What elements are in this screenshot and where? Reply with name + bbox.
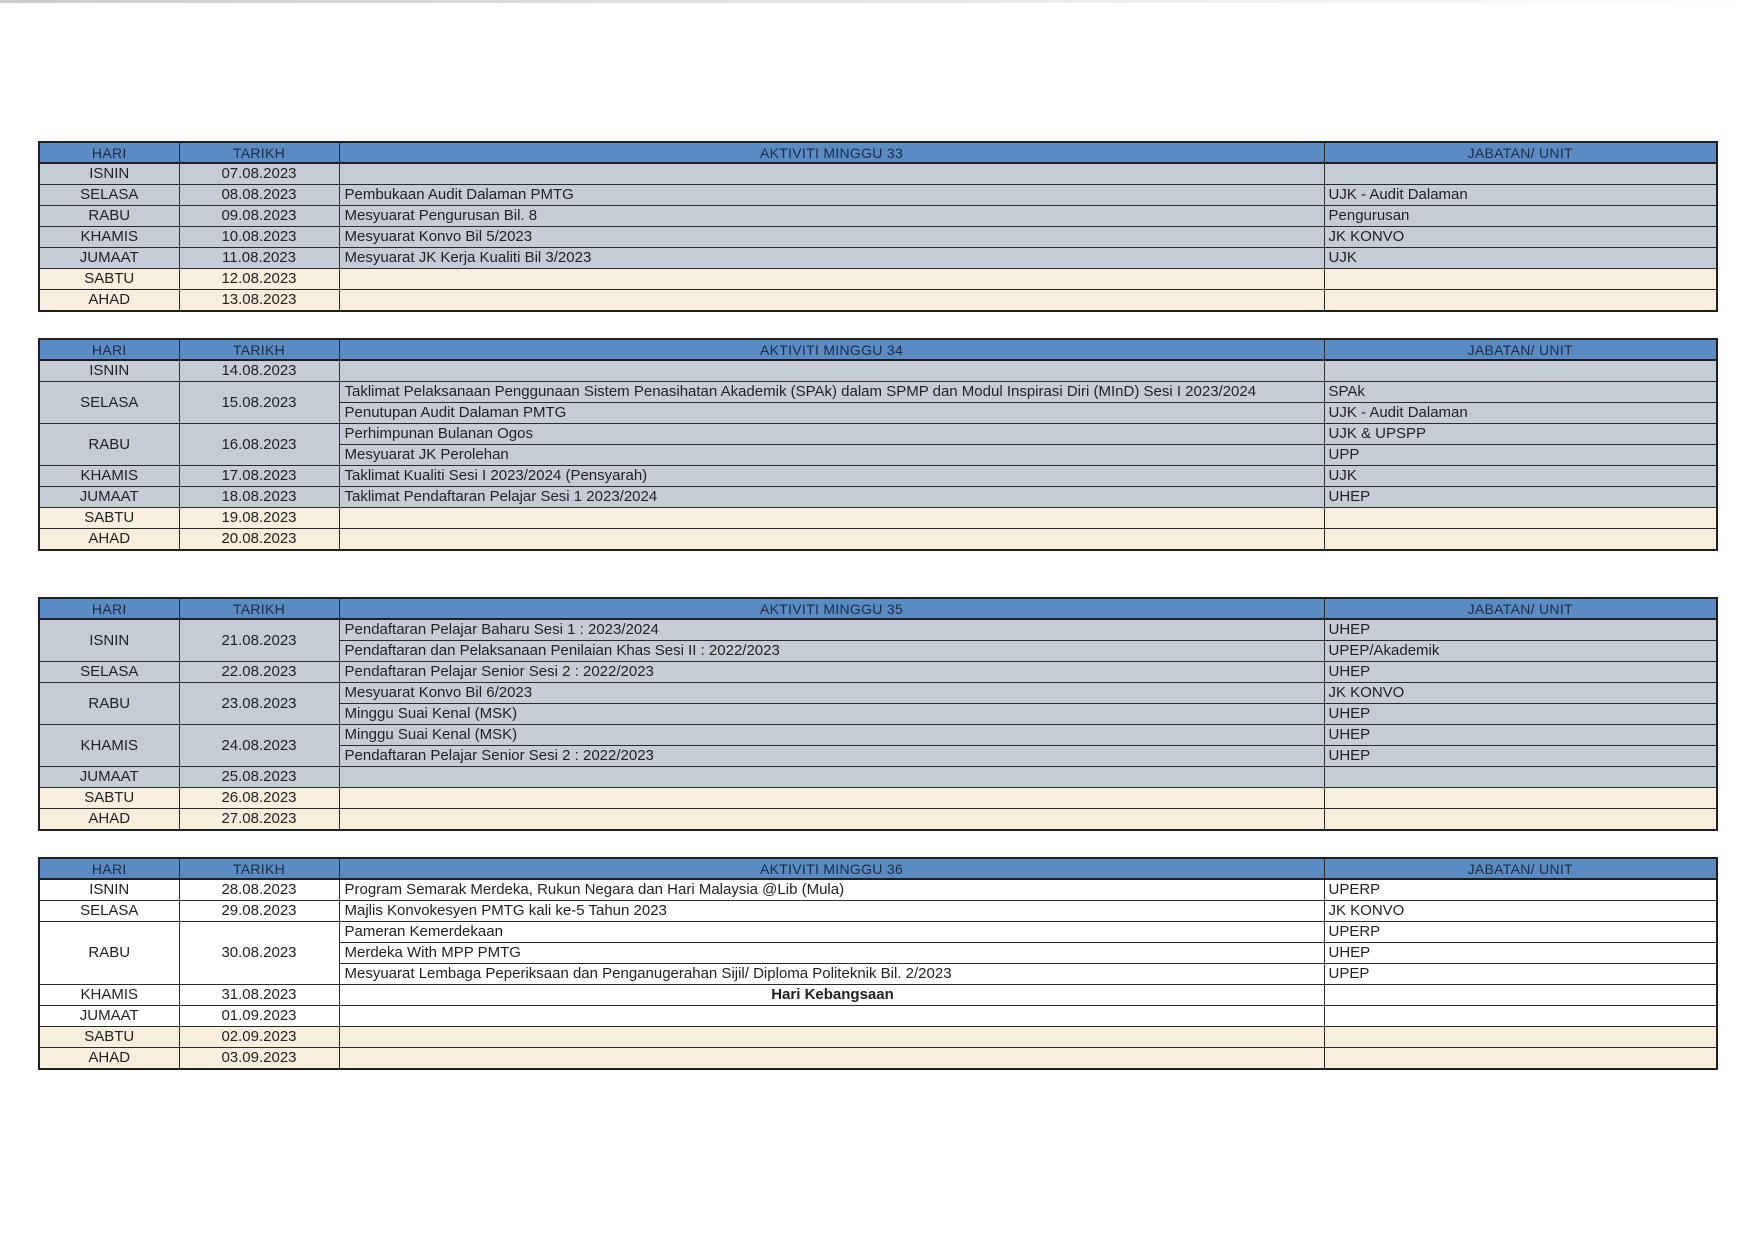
unit-cell: UHEP (1324, 725, 1717, 746)
activity-cell: Mesyuarat Pengurusan Bil. 8 (339, 206, 1324, 227)
day-cell: JUMAAT (39, 248, 179, 269)
header-aktiviti: AKTIVITI MINGGU 33 (339, 142, 1324, 163)
header-hari: HARI (39, 142, 179, 163)
date-cell: 18.08.2023 (179, 487, 339, 508)
date-cell: 17.08.2023 (179, 466, 339, 487)
table-row (39, 227, 1717, 248)
activity-cell (339, 290, 1324, 312)
unit-cell: UPEP (1324, 964, 1717, 985)
date-cell: 25.08.2023 (179, 767, 339, 788)
date-cell: 21.08.2023 (179, 619, 339, 662)
date-cell: 10.08.2023 (179, 227, 339, 248)
table-row (39, 269, 1717, 290)
activity-cell: Pendaftaran Pelajar Senior Sesi 2 : 2022/2023 (339, 746, 1324, 767)
date-cell: 13.08.2023 (179, 290, 339, 312)
activity-cell: Taklimat Pelaksanaan Penggunaan Sistem Penasihatan Akademik (SPAk) dalam SPMP dan Modul Inspirasi Diri (MInD) Sesi I 2023/2024 (339, 382, 1324, 403)
header-aktiviti: AKTIVITI MINGGU 36 (339, 858, 1324, 879)
table-row (39, 508, 1717, 529)
table-row (39, 788, 1717, 809)
date-cell: 16.08.2023 (179, 424, 339, 466)
date-cell: 15.08.2023 (179, 382, 339, 424)
date-cell: 08.08.2023 (179, 185, 339, 206)
day-cell: AHAD (39, 529, 179, 551)
table-row (39, 985, 1717, 1006)
date-cell: 22.08.2023 (179, 662, 339, 683)
header-jabatan: JABATAN/ UNIT (1324, 142, 1717, 163)
day-cell: ISNIN (39, 619, 179, 662)
unit-cell (1324, 360, 1717, 382)
activity-cell: Pembukaan Audit Dalaman PMTG (339, 185, 1324, 206)
activity-cell: Merdeka With MPP PMTG (339, 943, 1324, 964)
day-cell: SABTU (39, 788, 179, 809)
activity-cell (339, 1006, 1324, 1027)
activity-cell: Penutupan Audit Dalaman PMTG (339, 403, 1324, 424)
unit-cell (1324, 269, 1717, 290)
day-cell: SELASA (39, 382, 179, 424)
day-cell: SELASA (39, 901, 179, 922)
date-cell: 02.09.2023 (179, 1027, 339, 1048)
activity-cell (339, 1048, 1324, 1070)
activity-cell (339, 269, 1324, 290)
table-header-row (39, 858, 1717, 879)
table-row (39, 424, 1717, 445)
day-cell: KHAMIS (39, 725, 179, 767)
activity-cell (339, 809, 1324, 831)
unit-cell (1324, 1027, 1717, 1048)
date-cell: 19.08.2023 (179, 508, 339, 529)
unit-cell (1324, 508, 1717, 529)
activity-cell: Perhimpunan Bulanan Ogos (339, 424, 1324, 445)
table-header-row (39, 598, 1717, 619)
activity-cell: Majlis Konvokesyen PMTG kali ke-5 Tahun 2023 (339, 901, 1324, 922)
unit-cell: Pengurusan (1324, 206, 1717, 227)
day-cell: RABU (39, 922, 179, 985)
week-34-table (38, 338, 1718, 551)
day-cell: SABTU (39, 269, 179, 290)
day-cell: JUMAAT (39, 487, 179, 508)
activity-cell: Mesyuarat Lembaga Peperiksaan dan Penganugerahan Sijil/ Diploma Politeknik Bil. 2/2023 (339, 964, 1324, 985)
table-row (39, 619, 1717, 641)
date-cell: 07.08.2023 (179, 163, 339, 185)
header-jabatan: JABATAN/ UNIT (1324, 339, 1717, 360)
unit-cell (1324, 809, 1717, 831)
activity-cell: Minggu Suai Kenal (MSK) (339, 725, 1324, 746)
table-header-row (39, 339, 1717, 360)
day-cell: RABU (39, 683, 179, 725)
unit-cell: UPERP (1324, 879, 1717, 901)
unit-cell: UHEP (1324, 704, 1717, 725)
date-cell: 03.09.2023 (179, 1048, 339, 1070)
activity-cell (339, 1027, 1324, 1048)
table-row (39, 248, 1717, 269)
activity-cell: Program Semarak Merdeka, Rukun Negara dan Hari Malaysia @Lib (Mula) (339, 879, 1324, 901)
unit-cell: JK KONVO (1324, 901, 1717, 922)
day-cell: RABU (39, 206, 179, 227)
unit-cell: UHEP (1324, 746, 1717, 767)
unit-cell (1324, 529, 1717, 551)
unit-cell: JK KONVO (1324, 227, 1717, 248)
header-hari: HARI (39, 598, 179, 619)
day-cell: ISNIN (39, 360, 179, 382)
unit-cell: UPP (1324, 445, 1717, 466)
day-cell: KHAMIS (39, 985, 179, 1006)
activity-cell: Pendaftaran Pelajar Senior Sesi 2 : 2022/2023 (339, 662, 1324, 683)
date-cell: 28.08.2023 (179, 879, 339, 901)
unit-cell (1324, 767, 1717, 788)
table-row (39, 382, 1717, 403)
day-cell: KHAMIS (39, 227, 179, 248)
unit-cell (1324, 1006, 1717, 1027)
header-hari: HARI (39, 339, 179, 360)
date-cell: 29.08.2023 (179, 901, 339, 922)
activity-cell: Minggu Suai Kenal (MSK) (339, 704, 1324, 725)
day-cell: AHAD (39, 290, 179, 312)
header-tarikh: TARIKH (179, 598, 339, 619)
activity-cell: Taklimat Pendaftaran Pelajar Sesi 1 2023/2024 (339, 487, 1324, 508)
table-row (39, 879, 1717, 901)
activity-cell: Taklimat Kualiti Sesi I 2023/2024 (Pensyarah) (339, 466, 1324, 487)
date-cell: 01.09.2023 (179, 1006, 339, 1027)
activity-cell (339, 767, 1324, 788)
day-cell: SABTU (39, 508, 179, 529)
unit-cell: JK KONVO (1324, 683, 1717, 704)
date-cell: 11.08.2023 (179, 248, 339, 269)
day-cell: JUMAAT (39, 767, 179, 788)
table-row (39, 163, 1717, 185)
day-cell: ISNIN (39, 163, 179, 185)
activity-cell (339, 788, 1324, 809)
header-hari: HARI (39, 858, 179, 879)
activity-cell (339, 360, 1324, 382)
day-cell: KHAMIS (39, 466, 179, 487)
table-header-row (39, 142, 1717, 163)
table-row (39, 290, 1717, 312)
unit-cell: UPERP (1324, 922, 1717, 943)
date-cell: 14.08.2023 (179, 360, 339, 382)
week-36-table (38, 857, 1718, 1070)
date-cell: 09.08.2023 (179, 206, 339, 227)
header-aktiviti: AKTIVITI MINGGU 35 (339, 598, 1324, 619)
date-cell: 12.08.2023 (179, 269, 339, 290)
unit-cell (1324, 290, 1717, 312)
table-row (39, 809, 1717, 831)
activity-cell: Mesyuarat JK Perolehan (339, 445, 1324, 466)
date-cell: 27.08.2023 (179, 809, 339, 831)
day-cell: AHAD (39, 1048, 179, 1070)
date-cell: 20.08.2023 (179, 529, 339, 551)
table-row (39, 466, 1717, 487)
table-row (39, 662, 1717, 683)
unit-cell: UHEP (1324, 487, 1717, 508)
header-tarikh: TARIKH (179, 858, 339, 879)
table-row (39, 901, 1717, 922)
day-cell: SELASA (39, 185, 179, 206)
table-row (39, 1006, 1717, 1027)
table-row (39, 1048, 1717, 1070)
activity-cell (339, 163, 1324, 185)
activity-cell: Hari Kebangsaan (339, 985, 1324, 1006)
header-tarikh: TARIKH (179, 142, 339, 163)
unit-cell: UPEP/Akademik (1324, 641, 1717, 662)
unit-cell: UJK - Audit Dalaman (1324, 185, 1717, 206)
unit-cell (1324, 163, 1717, 185)
activity-cell (339, 508, 1324, 529)
table-row (39, 1027, 1717, 1048)
day-cell: ISNIN (39, 879, 179, 901)
unit-cell: UJK (1324, 466, 1717, 487)
table-row (39, 206, 1717, 227)
day-cell: JUMAAT (39, 1006, 179, 1027)
activity-cell: Pameran Kemerdekaan (339, 922, 1324, 943)
week-35-table (38, 597, 1718, 831)
unit-cell (1324, 1048, 1717, 1070)
unit-cell: UHEP (1324, 943, 1717, 964)
unit-cell: UJK - Audit Dalaman (1324, 403, 1717, 424)
activity-cell: Pendaftaran dan Pelaksanaan Penilaian Khas Sesi II : 2022/2023 (339, 641, 1324, 662)
unit-cell: UHEP (1324, 619, 1717, 641)
table-row (39, 683, 1717, 704)
table-row (39, 725, 1717, 746)
date-cell: 31.08.2023 (179, 985, 339, 1006)
header-jabatan: JABATAN/ UNIT (1324, 598, 1717, 619)
activity-cell: Mesyuarat Konvo Bil 5/2023 (339, 227, 1324, 248)
scan-edge (0, 0, 1755, 3)
date-cell: 26.08.2023 (179, 788, 339, 809)
week-33-table (38, 141, 1718, 312)
unit-cell (1324, 985, 1717, 1006)
day-cell: AHAD (39, 809, 179, 831)
activity-cell: Mesyuarat Konvo Bil 6/2023 (339, 683, 1324, 704)
unit-cell: UJK (1324, 248, 1717, 269)
table-row (39, 185, 1717, 206)
unit-cell: SPAk (1324, 382, 1717, 403)
unit-cell: UJK & UPSPP (1324, 424, 1717, 445)
unit-cell: UHEP (1324, 662, 1717, 683)
day-cell: SELASA (39, 662, 179, 683)
header-tarikh: TARIKH (179, 339, 339, 360)
table-row (39, 767, 1717, 788)
header-jabatan: JABATAN/ UNIT (1324, 858, 1717, 879)
unit-cell (1324, 788, 1717, 809)
table-row (39, 360, 1717, 382)
activity-cell (339, 529, 1324, 551)
header-aktiviti: AKTIVITI MINGGU 34 (339, 339, 1324, 360)
date-cell: 24.08.2023 (179, 725, 339, 767)
table-row (39, 487, 1717, 508)
day-cell: SABTU (39, 1027, 179, 1048)
activity-cell: Pendaftaran Pelajar Baharu Sesi 1 : 2023/2024 (339, 619, 1324, 641)
date-cell: 30.08.2023 (179, 922, 339, 985)
table-row (39, 922, 1717, 943)
day-cell: RABU (39, 424, 179, 466)
table-row (39, 529, 1717, 551)
activity-cell: Mesyuarat JK Kerja Kualiti Bil 3/2023 (339, 248, 1324, 269)
date-cell: 23.08.2023 (179, 683, 339, 725)
